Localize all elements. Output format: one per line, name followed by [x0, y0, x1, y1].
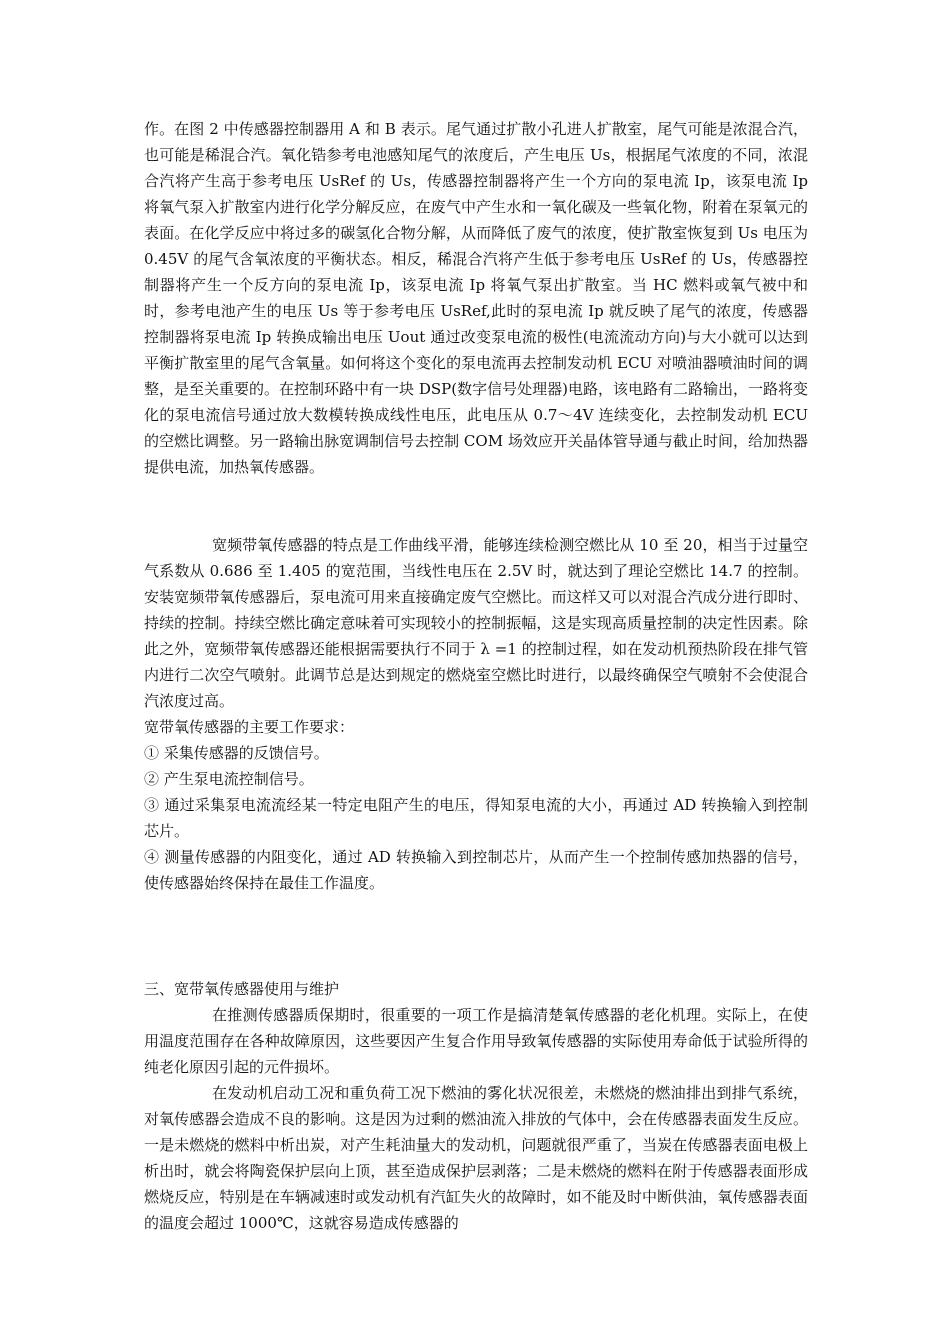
spacer [144, 896, 808, 976]
paragraph-aging-mechanism: 在推测传感器质保期时，很重要的一项工作是搞清楚氧传感器的老化机理。实际上，在使用温度范围存在各种故障原因，这些要因产生复合作用导致氧传感器的实际使用寿命低于试验所得的纯老化原因引起的元件损坏。 [144, 1006, 808, 1076]
requirement-item-3: ③ 通过采集泵电流流经某一特定电阻产生的电压，得知泵电流的大小，再通过 AD 转换输入到控制芯片。 [144, 796, 808, 840]
paragraph-fuel-effects: 在发动机启动工况和重负荷工况下燃油的雾化状况很差，未燃烧的燃油排出到排气系统，对氧传感器会造成不良的影响。这是因为过剩的燃油流入排放的气体中，会在传感器表面发生反应。一是未燃烧的燃料中析出炭，对产生耗油量大的发动机，问题就很严重了，当炭在传感器表面电极上析出时，就会将陶瓷保护层向上顶，甚至造成保护层剥落；二是未燃烧的燃料在附于传感器表面形成燃烧反应，特别是在车辆减速时或发动机有汽缸失火的故障时，如不能及时中断供油，氧传感器表面的温度会超过 1000℃，这就容易造成传感器的 [144, 1084, 808, 1232]
paragraph-wideband-features: 宽频带氧传感器的特点是工作曲线平滑，能够连续检测空燃比从 10 至 20，相当于过量空气系数从 0.686 至 1.405 的宽范围，当线性电压在 2.5V 时，就达到了理论空燃比 14.7 的控制。安装宽频带氧传感器后，泵电流可用来直接确定废气空燃比。而这样又可以对混合汽成分进行即时、持续的控制。持续空燃比确定意味着可实现较小的控制振幅，这是实现高质量控制的决定性因素。除此之外，宽频带氧传感器还能根据需要执行不同于 λ =1 的控制过程，如在发动机预热阶段在排气管内进行二次空气喷射。此调节总是达到规定的燃烧室空燃比时进行，以最终确保空气喷射不会使混合汽浓度过高。 [144, 536, 808, 710]
requirement-item-1: ① 采集传感器的反馈信号。 [144, 744, 329, 762]
document-page [144, 116, 808, 1236]
requirement-item-4: ④ 测量传感器的内阻变化，通过 AD 转换输入到控制芯片，从而产生一个控制传感加热器的信号，使传感器始终保持在最佳工作温度。 [144, 848, 808, 892]
section-heading: 三、宽带氧传感器使用与维护 [144, 980, 340, 998]
requirements-heading: 宽带氧传感器的主要工作要求： [144, 718, 355, 736]
spacer [144, 480, 808, 532]
requirement-item-2: ② 产生泵电流控制信号。 [144, 770, 314, 788]
paragraph-sensor-control: 作。在图 2 中传感器控制器用 A 和 B 表示。尾气通过扩散小孔进人扩散室，尾气可能是浓混合汽，也可能是稀混合汽。氧化锆参考电池感知尾气的浓度后，产生电压 Us，根据尾气浓度的不同，浓混合汽将产生高于参考电压 UsRef 的 Us，传感器控制器将产生一个方向的泵电流 Ip，该泵电流 Ip 将氧气泵入扩散室内进行化学分解反应，在废气中产生水和一氧化碳及一些氧化物，附着在泵氧元的表面。在化学反应中将过多的碳氢化合物分解，从而降低了废气的浓度，使扩散室恢复到 Us 电压为 0.45V 的尾气含氧浓度的平衡状态。相反，稀混合汽将产生低于参考电压 UsRef 的 Us，传感器控制器将产生一个反方向的泵电流 Ip，该泵电流 Ip 将氧气泵出扩散室。当 HC 燃料或氧气被中和时，参考电池产生的电压 Us 等于参考电压 UsRef,此时的泵电流 Ip 就反映了尾气的浓度，传感器控制器将泵电流 Ip 转换成输出电压 Uout 通过改变泵电流的极性(电流流动方向)与大小就可以达到平衡扩散室里的尾气含氧量。如何将这个变化的泵电流再去控制发动机 ECU 对喷油器喷油时间的调整，是至关重要的。在控制环路中有一块 DSP(数字信号处理器)电路，该电路有二路输出，一路将变化的泵电流信号通过放大数模转换成线性电压，此电压从 0.7～4V 连续变化，去控制发动机 ECU 的空燃比调整。另一路输出脉宽调制信号去控制 COM 场效应开关晶体管导通与截止时间，给加热器提供电流，加热氧传感器。 [144, 120, 808, 476]
